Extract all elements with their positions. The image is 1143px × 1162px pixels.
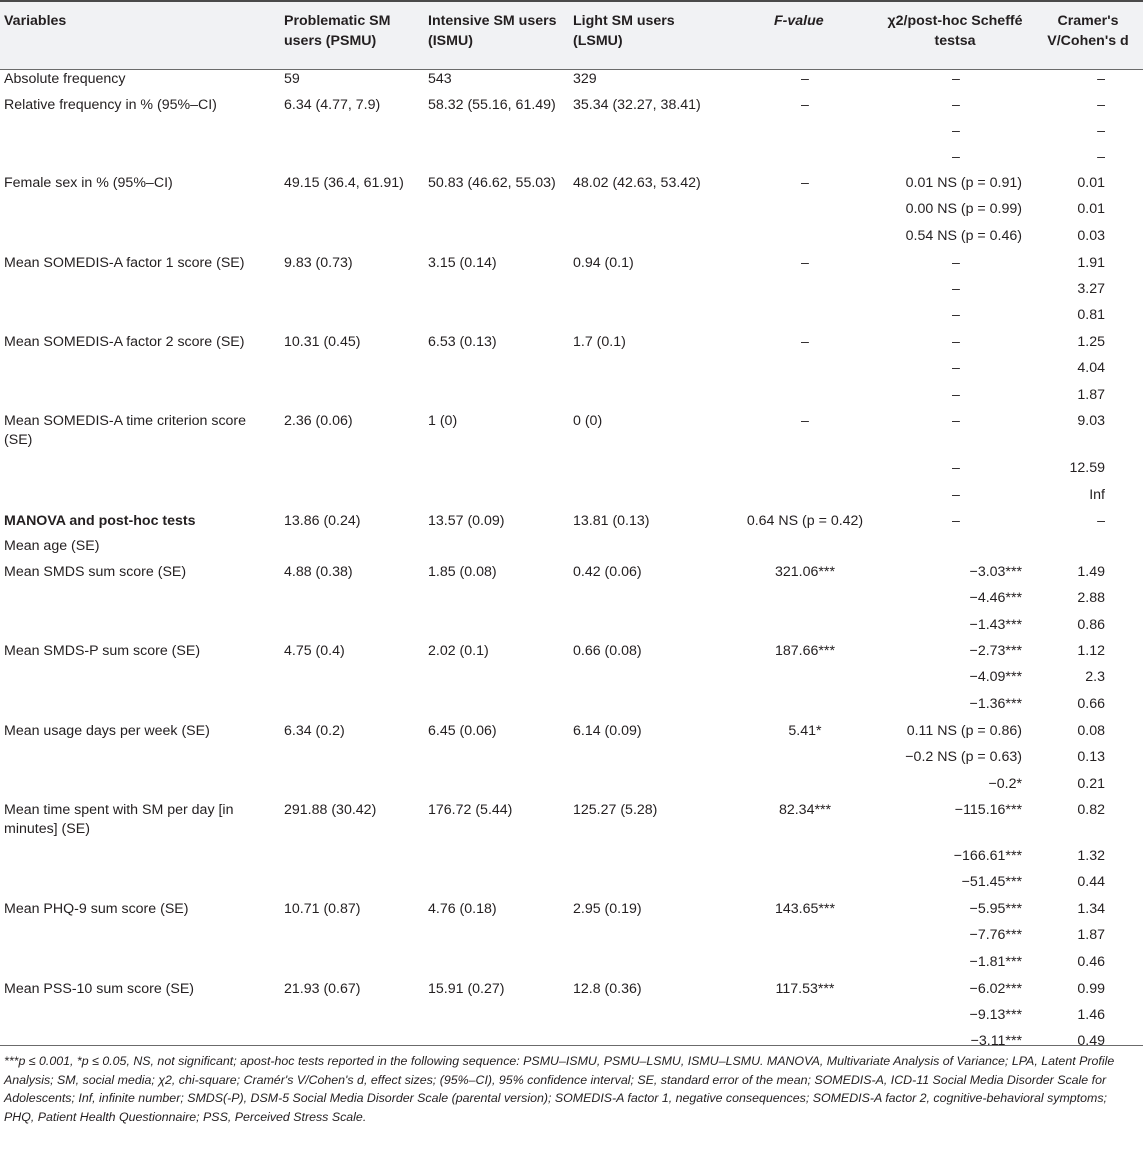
cell-chi: – xyxy=(952,71,960,87)
header-f-value xyxy=(774,11,854,31)
cell-ismu: 58.32 (55.16, 61.49) xyxy=(428,97,556,113)
cell-ismu: 4.76 (0.18) xyxy=(428,901,497,917)
cell-eff: 9.03 xyxy=(1077,413,1105,429)
cell-eff: 12.59 xyxy=(1069,460,1105,476)
cell-psmu: 10.31 (0.45) xyxy=(284,334,361,350)
cell-ismu: 3.15 (0.14) xyxy=(428,255,497,271)
cell-chi: 0.11 NS (p = 0.86) xyxy=(906,723,1022,739)
cell-eff: 1.34 xyxy=(1077,901,1105,917)
cell-f: 0.64 NS (p = 0.42) xyxy=(746,513,864,529)
cell-psmu: 59 xyxy=(284,71,300,87)
header-f-value-text: F-value xyxy=(774,13,824,29)
cell-chi: 0.54 NS (p = 0.46) xyxy=(905,228,1022,244)
header-effect-size-text: Cramer's V/Cohen's d xyxy=(1047,13,1129,49)
cell-chi: −51.45*** xyxy=(961,874,1022,890)
cell-lsmu: 0.66 (0.08) xyxy=(573,643,642,659)
header-ismu: Intensive SM users (ISMU) xyxy=(428,13,557,49)
cell-eff: 1.46 xyxy=(1077,1007,1105,1023)
cell-eff: – xyxy=(1097,513,1105,529)
cell-eff: – xyxy=(1097,97,1105,113)
cell-eff: 0.81 xyxy=(1077,307,1105,323)
cell-f: – xyxy=(801,255,809,271)
cell-chi: −7.76*** xyxy=(969,927,1022,943)
cell-chi: −3.11*** xyxy=(970,1033,1022,1049)
cell-lsmu: 12.8 (0.36) xyxy=(573,981,642,997)
cell-eff: 4.04 xyxy=(1077,360,1105,376)
cell-chi: −3.03*** xyxy=(969,564,1022,580)
cell-eff: 1.32 xyxy=(1077,848,1105,864)
cell-eff: 0.08 xyxy=(1077,723,1105,739)
cell-chi: −4.09*** xyxy=(969,669,1022,685)
cell-eff: 0.66 xyxy=(1077,696,1105,712)
cell-chi: −2.73*** xyxy=(969,643,1022,659)
cell-chi: −1.43*** xyxy=(969,617,1022,633)
cell-psmu: 291.88 (30.42) xyxy=(284,802,377,818)
cell-lsmu: 2.95 (0.19) xyxy=(573,901,642,917)
cell-eff: 0.21 xyxy=(1077,776,1105,792)
cell-psmu: 2.36 (0.06) xyxy=(284,413,353,429)
cell-chi: −1.81*** xyxy=(969,954,1022,970)
cell-chi: 0.00 NS (p = 0.99) xyxy=(905,201,1022,217)
header-chi-posthoc-text: χ2/post-hoc Scheffé testsa xyxy=(887,13,1023,49)
cell-chi: −0.2 NS (p = 0.63) xyxy=(905,749,1022,765)
cell-psmu: 6.34 (0.2) xyxy=(284,723,345,739)
header-psmu: Problematic SM users (PSMU) xyxy=(284,13,391,49)
cell-eff: 0.99 xyxy=(1077,981,1105,997)
cell-f: 5.41* xyxy=(788,723,822,739)
cell-chi: 0.01 NS (p = 0.91) xyxy=(905,175,1022,191)
cell-eff: 0.44 xyxy=(1077,874,1105,890)
cell-eff: 0.13 xyxy=(1077,749,1105,765)
cell-psmu: 9.83 (0.73) xyxy=(284,255,353,271)
cell-label: Mean age (SE) xyxy=(4,538,100,554)
cell-label: Mean SOMEDIS-A factor 2 score (SE) xyxy=(4,334,245,350)
cell-label: MANOVA and post-hoc tests xyxy=(4,513,196,529)
cell-lsmu: 35.34 (32.27, 38.41) xyxy=(573,97,701,113)
cell-chi: −9.13*** xyxy=(969,1007,1022,1023)
cell-chi: −5.95*** xyxy=(969,901,1022,917)
cell-eff: 1.49 xyxy=(1077,564,1105,580)
cell-ismu: 50.83 (46.62, 55.03) xyxy=(428,175,556,191)
cell-chi: −166.61*** xyxy=(953,848,1022,864)
cell-chi: −0.2* xyxy=(988,776,1022,792)
cell-lsmu: 0.94 (0.1) xyxy=(573,255,634,271)
cell-eff: Inf xyxy=(1089,487,1105,503)
cell-psmu: 49.15 (36.4, 61.91) xyxy=(284,175,404,191)
cell-label: Mean SMDS sum score (SE) xyxy=(4,564,187,580)
cell-lsmu: 6.14 (0.09) xyxy=(573,723,642,739)
cell-label: Mean PHQ-9 sum score (SE) xyxy=(4,901,189,917)
cell-chi: – xyxy=(952,255,960,271)
cell-f: 143.65*** xyxy=(775,901,835,917)
cell-eff: 1.91 xyxy=(1077,255,1105,271)
cell-chi: – xyxy=(952,149,960,165)
cell-chi: – xyxy=(952,123,960,139)
cell-eff: 2.3 xyxy=(1085,669,1105,685)
header-chi-posthoc xyxy=(880,11,1030,51)
header-effect-size xyxy=(1036,11,1140,51)
cell-ismu: 2.02 (0.1) xyxy=(428,643,489,659)
footnote-text: ***p ≤ 0.001, *p ≤ 0.05, NS, not significant; apost-hoc tests reported in the following sequence: PSMU–ISMU, PSMU–LSMU, ISMU–LSMU. MANOVA, Multivariate Analysis of Variance; LPA, Latent Profile Analysis; SM, social media; χ2, chi-square; Cramér's V/Cohen's d, effect sizes; (95%–CI), 95% confidence interval; SE, standard error of the mean; SOMEDIS-A, ICD-11 Social Media Disorder Scale for Adolescents; Inf, infinite number; SMDS(-P), DSM-5 Social Media Disorder Scale (parental version); SOMEDIS-A factor 1, negative consequences; SOMEDIS-A factor 2, cognitive-behavioral symptoms; PHQ, Patient Health Questionnaire; PSS, Perceived Stress Scale. xyxy=(4,1054,1115,1124)
cell-ismu: 1.85 (0.08) xyxy=(428,564,497,580)
cell-eff: 0.46 xyxy=(1077,954,1105,970)
cell-label: Mean SOMEDIS-A factor 1 score (SE) xyxy=(4,255,245,271)
cell-lsmu: 1.7 (0.1) xyxy=(573,334,626,350)
cell-chi: – xyxy=(952,387,960,403)
cell-label: Mean PSS-10 sum score (SE) xyxy=(4,981,195,997)
cell-f: 117.53*** xyxy=(775,981,835,997)
cell-label: Mean SOMEDIS-A time criterion score (SE) xyxy=(4,413,247,448)
cell-label: Absolute frequency xyxy=(4,71,126,87)
cell-chi: −6.02*** xyxy=(969,981,1022,997)
cell-eff: 1.12 xyxy=(1077,643,1105,659)
cell-ismu: 6.53 (0.13) xyxy=(428,334,497,350)
cell-chi: −115.16*** xyxy=(954,802,1022,818)
cell-ismu: 6.45 (0.06) xyxy=(428,723,497,739)
cell-eff: 2.88 xyxy=(1077,590,1105,606)
cell-psmu: 4.75 (0.4) xyxy=(284,643,345,659)
cell-eff: – xyxy=(1097,71,1105,87)
cell-label: Mean time spent with SM per day [in minutes] (SE) xyxy=(4,802,234,837)
cell-chi: – xyxy=(952,334,960,350)
cell-f: – xyxy=(801,413,809,429)
cell-f: 321.06*** xyxy=(775,564,835,580)
header-lsmu: Light SM users (LSMU) xyxy=(573,13,675,49)
cell-psmu: 6.34 (4.77, 7.9) xyxy=(284,97,381,113)
cell-eff: 0.49 xyxy=(1077,1033,1105,1049)
cell-ismu: 15.91 (0.27) xyxy=(428,981,505,997)
cell-eff: 3.27 xyxy=(1077,281,1105,297)
cell-eff: – xyxy=(1097,149,1105,165)
cell-label: Mean usage days per week (SE) xyxy=(4,723,210,739)
cell-lsmu: 0 (0) xyxy=(573,413,603,429)
cell-chi: – xyxy=(952,281,960,297)
cell-eff: 1.87 xyxy=(1077,927,1105,943)
cell-eff: 0.86 xyxy=(1077,617,1105,633)
cell-psmu: 13.86 (0.24) xyxy=(284,513,361,529)
cell-chi: – xyxy=(952,360,960,376)
cell-f: 187.66*** xyxy=(775,643,835,659)
cell-psmu: 10.71 (0.87) xyxy=(284,901,361,917)
cell-chi: – xyxy=(952,513,960,529)
cell-chi: −1.36*** xyxy=(969,696,1022,712)
cell-label: Mean SMDS-P sum score (SE) xyxy=(4,643,201,659)
cell-chi: – xyxy=(952,460,960,476)
cell-eff: – xyxy=(1097,123,1105,139)
cell-eff: 0.01 xyxy=(1077,175,1105,191)
cell-lsmu: 329 xyxy=(573,71,597,87)
cell-chi: – xyxy=(952,307,960,323)
cell-eff: 0.01 xyxy=(1077,201,1105,217)
cell-eff: 0.82 xyxy=(1077,802,1105,818)
cell-f: – xyxy=(801,97,809,113)
cell-f: – xyxy=(801,334,809,350)
cell-lsmu: 13.81 (0.13) xyxy=(573,513,650,529)
cell-lsmu: 125.27 (5.28) xyxy=(573,802,658,818)
cell-chi: – xyxy=(952,487,960,503)
cell-label: Female sex in % (95%–CI) xyxy=(4,175,173,191)
cell-f: 82.34*** xyxy=(778,802,832,818)
cell-eff: 0.03 xyxy=(1077,228,1105,244)
cell-psmu: 4.88 (0.38) xyxy=(284,564,353,580)
cell-ismu: 1 (0) xyxy=(428,413,458,429)
cell-ismu: 176.72 (5.44) xyxy=(428,802,513,818)
cell-psmu: 21.93 (0.67) xyxy=(284,981,361,997)
top-rule xyxy=(0,0,1143,2)
cell-lsmu: 0.42 (0.06) xyxy=(573,564,642,580)
cell-ismu: 13.57 (0.09) xyxy=(428,513,505,529)
cell-f: – xyxy=(801,175,809,191)
cell-eff: 1.25 xyxy=(1077,334,1105,350)
cell-chi: – xyxy=(952,413,960,429)
cell-f: – xyxy=(801,71,809,87)
table-footnote xyxy=(4,1052,1140,1126)
cell-eff: 1.87 xyxy=(1077,387,1105,403)
cell-label: Relative frequency in % (95%–CI) xyxy=(4,97,217,113)
cell-ismu: 543 xyxy=(428,71,452,87)
cell-chi: −4.46*** xyxy=(969,590,1022,606)
cell-chi: – xyxy=(952,97,960,113)
header-variables: Variables xyxy=(4,13,67,29)
cell-lsmu: 48.02 (42.63, 53.42) xyxy=(573,175,701,191)
